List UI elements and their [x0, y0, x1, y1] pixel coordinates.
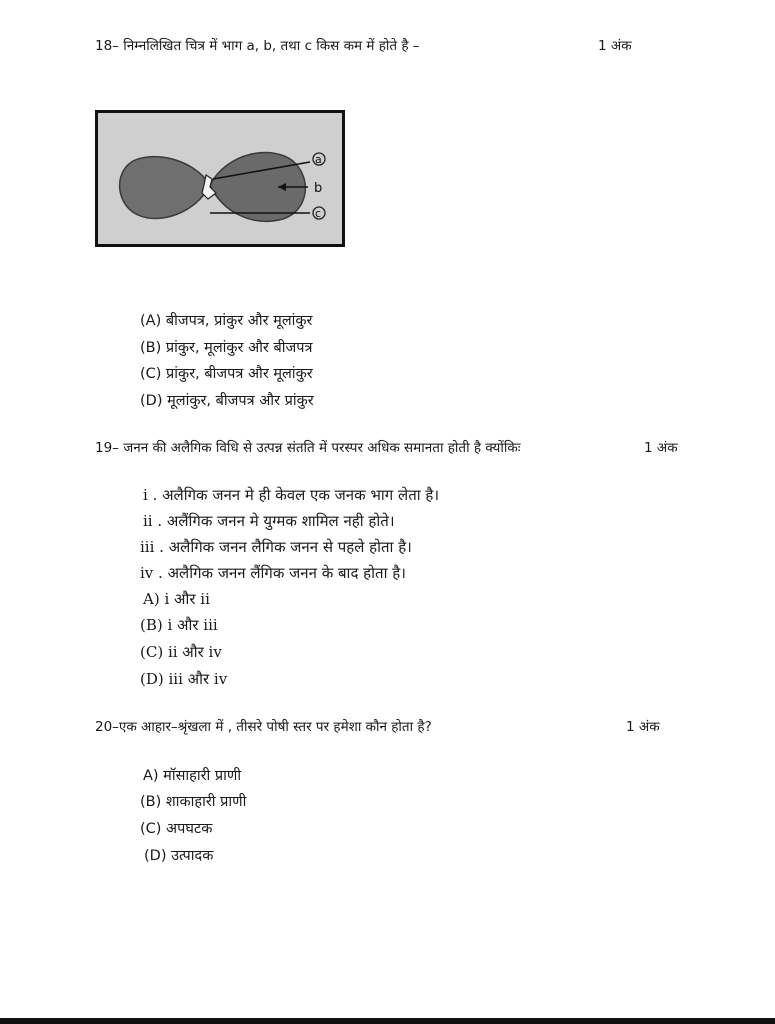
q19-question: 19– जनन की अलैगिक विधि से उत्पन्न संतति में परस्पर अधिक समानता होती है क्योंकिः: [95, 440, 521, 456]
q19-option-c: (C) ii और iv: [140, 643, 222, 661]
q19-marks: 1 अंक: [644, 440, 678, 456]
q19-statement-iv: iv . अलैगिक जनन लैंगिक जनन के बाद होता है।: [140, 564, 406, 582]
q19-option-a: A) i और ii: [143, 590, 210, 608]
q20-question: 20–एक आहार–श्रृंखला में , तीसरे पोषी स्तर पर हमेशा कौन होता है?: [95, 719, 432, 735]
q20-option-c: (C) अपघटक: [140, 821, 213, 837]
q20-option-a: A) मॉसाहारी प्राणी: [143, 768, 242, 784]
label-a: a: [315, 153, 322, 166]
left-cotyledon-shape: [120, 157, 210, 219]
q18-option-b: (B) प्रांकुर, मूलांकुर और बीजपत्र: [140, 340, 313, 356]
label-c: c: [315, 207, 322, 220]
q20-option-b: (B) शाकाहारी प्राणी: [140, 794, 247, 810]
q19-option-d: (D) iii और iv: [140, 670, 228, 688]
q19-statement-i: i . अलैगिक जनन मे ही केवल एक जनक भाग लेता है।: [143, 486, 440, 504]
page-bottom-edge: [0, 1018, 775, 1024]
q18-option-c: (C) प्रांकुर, बीजपत्र और मूलांकुर: [140, 366, 313, 382]
seed-illustration: [98, 113, 342, 244]
q18-marks: 1 अंक: [598, 38, 632, 54]
seed-diagram: [95, 110, 345, 247]
q19-statement-ii: ii . अलैंगिक जनन मे युग्मक शामिल नही होते।: [143, 512, 395, 530]
q19-option-b: (B) i और iii: [140, 616, 218, 634]
q18-question: 18– निम्नलिखित चित्र में भाग a, b, तथा c किस कम में होते है –: [95, 38, 420, 54]
q18-option-d: (D) मूलांकुर, बीजपत्र और प्रांकुर: [140, 393, 314, 409]
label-b: b: [314, 181, 323, 196]
q20-marks: 1 अंक: [626, 719, 660, 735]
q19-statement-iii: iii . अलैगिक जनन लैगिक जनन से पहले होता है।: [140, 538, 412, 556]
q20-option-d: (D) उत्पादक: [144, 848, 214, 864]
q18-option-a: (A) बीजपत्र, प्रांकुर और मूलांकुर: [140, 313, 313, 329]
